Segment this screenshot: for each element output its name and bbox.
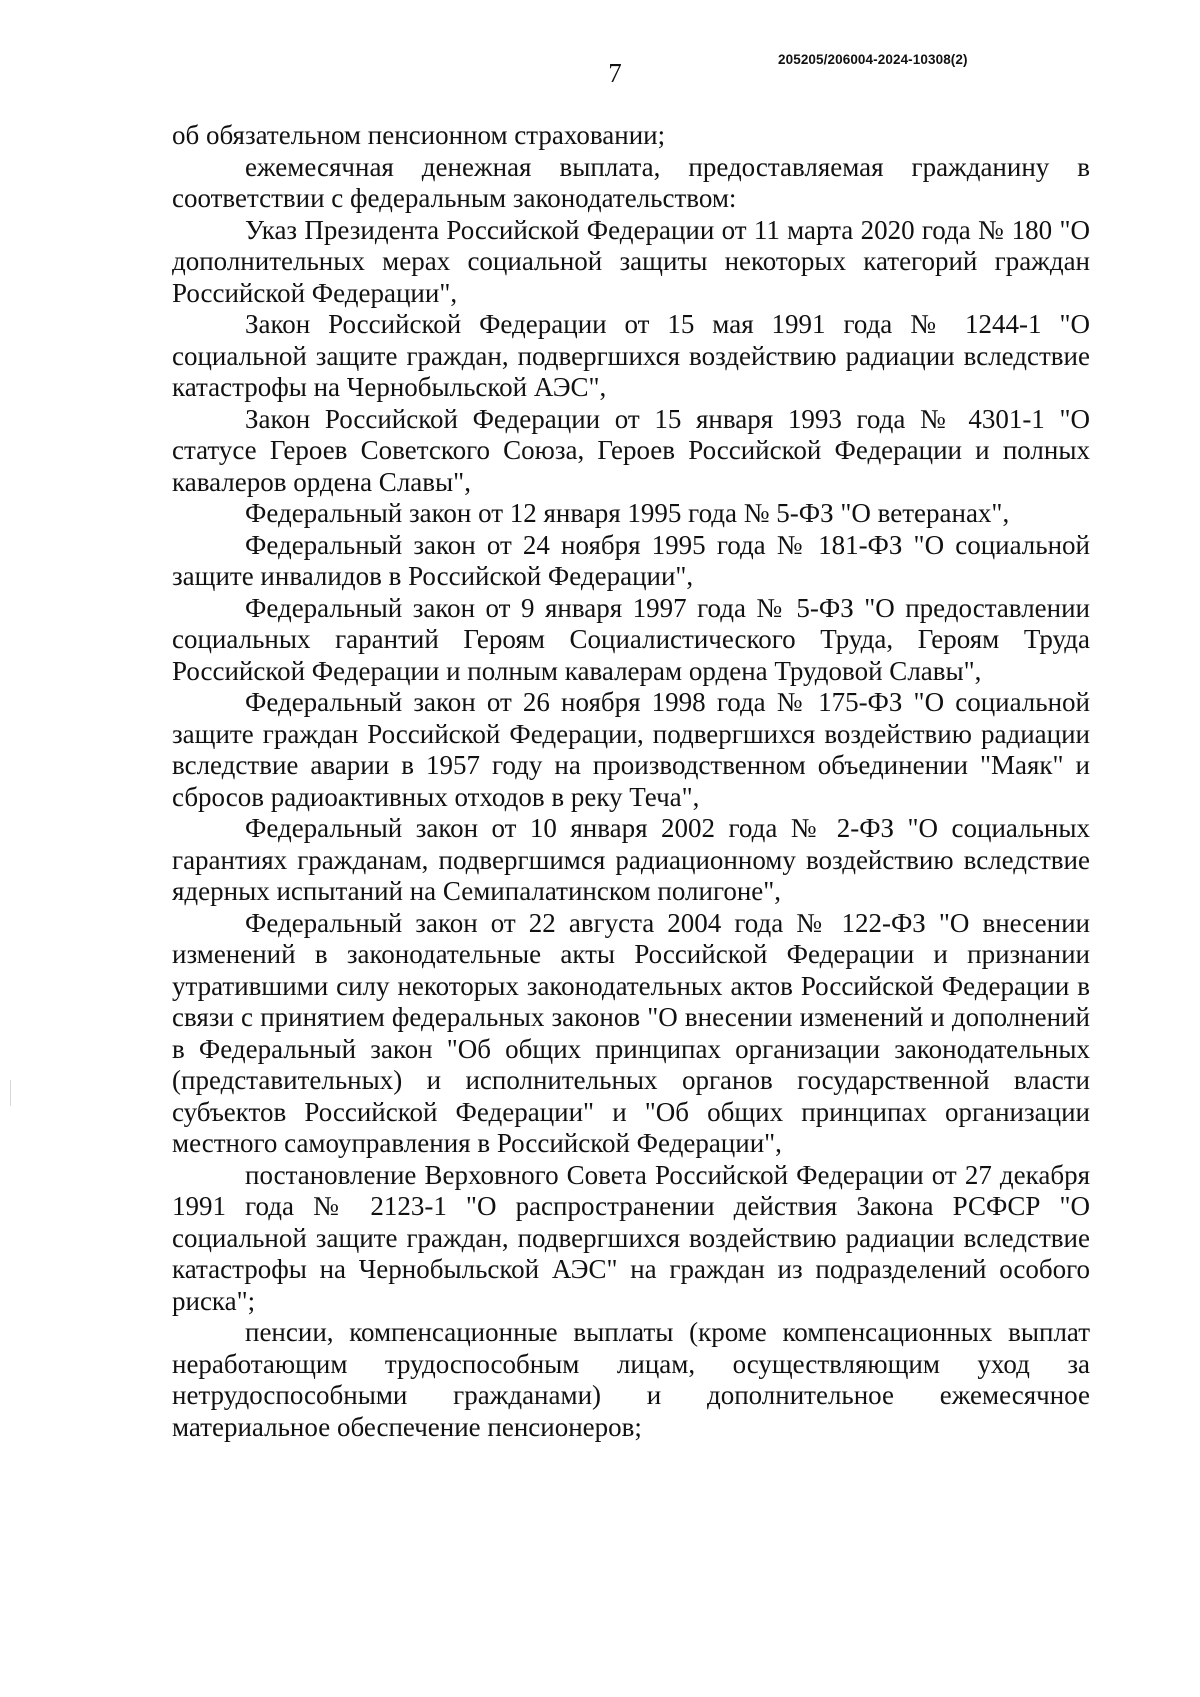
paragraph: Федеральный закон от 9 января 1997 года № 5-ФЗ "О предоставлении социальных гарантий Героям Социалистического Труда, Героям Труда Российской Федерации и полным кавалерам ордена Трудовой Славы",	[172, 592, 1090, 686]
scan-margin-mark	[10, 1080, 11, 1106]
document-id: 205205/206004-2024-10308(2)	[778, 52, 968, 67]
paragraph: ежемесячная денежная выплата, предоставляемая гражданину в соответствии с федеральным законодательством:	[172, 151, 1090, 213]
paragraph: постановление Верховного Совета Российской Федерации от 27 декабря 1991 года № 2123-1 "О распространении действия Закона РСФСР "О социальной защите граждан, подвергшихся воздействию радиации вследствие катастрофы на Чернобыльской АЭС" на граждан из подразделений особого риска";	[172, 1159, 1090, 1316]
paragraph: Закон Российской Федерации от 15 января 1993 года № 4301-1 "О статусе Героев Советского Союза, Героев Российской Федерации и полных кавалеров ордена Славы",	[172, 403, 1090, 497]
paragraph: Указ Президента Российской Федерации от 11 марта 2020 года № 180 "О дополнительных мерах социальной защиты некоторых категорий граждан Российской Федерации",	[172, 214, 1090, 308]
paragraph: Федеральный закон от 26 ноября 1998 года № 175-ФЗ "О социальной защите граждан Российской Федерации, подвергшихся воздействию радиации вследствие аварии в 1957 году на производственном объединении "Маяк" и сбросов радиоактивных отходов в реку Теча",	[172, 687, 1090, 812]
paragraph: об обязательном пенсионном страховании;	[172, 120, 666, 150]
paragraph: Федеральный закон от 22 августа 2004 года № 122-ФЗ "О внесении изменений в законодательные акты Российской Федерации и признании утратившими силу некоторых законодательных актов Российской Федерации в связи с принятием федеральных законов "О внесении изменений и дополнений в Федеральный закон "Об общих принципах организации законодательных (представительных) и исполнительных органов государственной власти субъектов Российской Федерации" и "Об общих принципах организации местного самоуправления в Российской Федерации",	[172, 907, 1090, 1158]
paragraph: Закон Российской Федерации от 15 мая 1991 года № 1244-1 "О социальной защите граждан, подвергшихся воздействию радиации вследствие катастрофы на Чернобыльской АЭС",	[172, 309, 1090, 402]
page-number: 7	[608, 58, 622, 88]
document-body	[172, 120, 1090, 1443]
paragraph: Федеральный закон от 12 января 1995 года № 5-ФЗ "О ветеранах",	[245, 498, 1010, 528]
paragraph: Федеральный закон от 24 ноября 1995 года № 181-ФЗ "О социальной защите инвалидов в Российской Федерации",	[172, 529, 1090, 591]
paragraph: пенсии, компенсационные выплаты (кроме компенсационных выплат неработающим трудоспособным лицам, осуществляющим уход за нетрудоспособными гражданами) и дополнительное ежемесячное материальное обеспечение пенсионеров;	[172, 1317, 1090, 1442]
paragraph: Федеральный закон от 10 января 2002 года № 2-ФЗ "О социальных гарантиях гражданам, подвергшимся радиационному воздействию вследствие ядерных испытаний на Семипалатинском полигоне",	[172, 813, 1090, 906]
